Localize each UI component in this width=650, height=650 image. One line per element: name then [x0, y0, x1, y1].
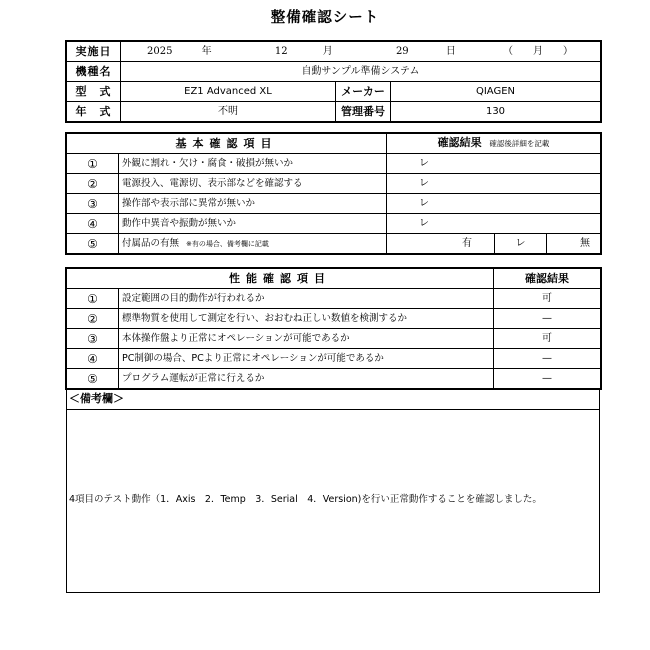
date-day-unit: 日 [445, 45, 456, 57]
accessory-no: 無 [547, 234, 601, 254]
row-number: ③ [67, 194, 119, 214]
row-result: レ [387, 154, 601, 174]
table-row [67, 369, 601, 389]
row-text: 動作中異音や振動が無いか [119, 214, 387, 234]
row-text: PC制御の場合、PCより正常にオペレーションが可能であるか [119, 349, 494, 369]
table-row [67, 154, 601, 174]
maker-label: メーカー [336, 82, 391, 102]
date-weekday: （ 月 ） [503, 45, 574, 57]
row-number: ③ [67, 329, 119, 349]
row-number: ⑤ [67, 234, 119, 254]
row-result: — [494, 309, 601, 329]
accessory-note: ※有の場合、備考欄に記載 [186, 239, 269, 248]
basic-result-header [387, 134, 601, 154]
performance-header: 性能確認項目 [67, 269, 494, 289]
date-month-unit: 月 [322, 45, 333, 57]
remarks-text: 4項目のテスト動作（1．Axis 2．Temp 3．Serial 4．Version)を行い正常動作することを確認しました。 [69, 494, 542, 505]
info-table [66, 41, 601, 122]
mgmt-label: 管理番号 [336, 102, 391, 122]
remarks-label: ＜備考欄＞ [67, 389, 599, 410]
accessory-text [119, 234, 387, 254]
basic-result-label: 確認結果 [437, 136, 482, 149]
row-result: レ [387, 214, 601, 234]
row-text: 標準物質を使用して測定を行い、おおむね正しい数値を検測するか [119, 309, 494, 329]
table-row [67, 309, 601, 329]
row-text: 外観に割れ・欠け・腐食・破損が無いか [119, 154, 387, 174]
row-number: ④ [67, 349, 119, 369]
basic-result-note: 確認後詳細を記載 [489, 139, 550, 148]
accessory-yes: 有 [387, 234, 495, 254]
accessory-check: レ [495, 234, 547, 254]
row-text: 操作部や表示部に異常が無いか [119, 194, 387, 214]
basic-check-table [66, 133, 601, 254]
row-number: ② [67, 174, 119, 194]
row-text: プログラム運転が正常に行えるか [119, 369, 494, 389]
basic-header: 基本確認項目 [67, 134, 387, 154]
maker-value: QIAGEN [391, 82, 601, 102]
date-year: 2025 [147, 45, 173, 57]
row-text: 電源投入、電源切、表示部などを確認する [119, 174, 387, 194]
row-number: ② [67, 309, 119, 329]
table-row [67, 289, 601, 309]
row-result: 可 [494, 329, 601, 349]
date-year-unit: 年 [201, 45, 212, 57]
page-title: 整備確認シート [270, 10, 380, 26]
row-number: ④ [67, 214, 119, 234]
table-row [67, 214, 601, 234]
type-label: 型 式 [67, 82, 121, 102]
type-value: EZ1 Advanced XL [121, 82, 336, 102]
date-label: 実施日 [67, 42, 121, 62]
performance-result-header: 確認結果 [494, 269, 601, 289]
table-row [67, 174, 601, 194]
table-row [67, 234, 601, 254]
row-number: ① [67, 154, 119, 174]
model-label: 機種名 [67, 62, 121, 82]
row-result: レ [387, 194, 601, 214]
date-month: 12 [274, 45, 288, 57]
table-row [67, 329, 601, 349]
table-row [67, 194, 601, 214]
row-result: レ [387, 174, 601, 194]
remarks-box [66, 388, 600, 593]
row-text: 設定範囲の目的動作が行われるか [119, 289, 494, 309]
performance-check-table [66, 268, 601, 389]
row-result: 可 [494, 289, 601, 309]
year-value: 不明 [121, 102, 336, 122]
row-number: ① [67, 289, 119, 309]
date-day: 29 [395, 45, 409, 57]
table-row [67, 349, 601, 369]
row-result: — [494, 349, 601, 369]
row-number: ⑤ [67, 369, 119, 389]
model-value: 自動サンプル準備システム [121, 62, 601, 82]
mgmt-value: 130 [391, 102, 601, 122]
row-result: — [494, 369, 601, 389]
date-value [121, 42, 601, 62]
accessory-label: 付属品の有無 [122, 237, 180, 249]
row-text: 本体操作盤より正常にオペレーションが可能であるか [119, 329, 494, 349]
year-label: 年 式 [67, 102, 121, 122]
